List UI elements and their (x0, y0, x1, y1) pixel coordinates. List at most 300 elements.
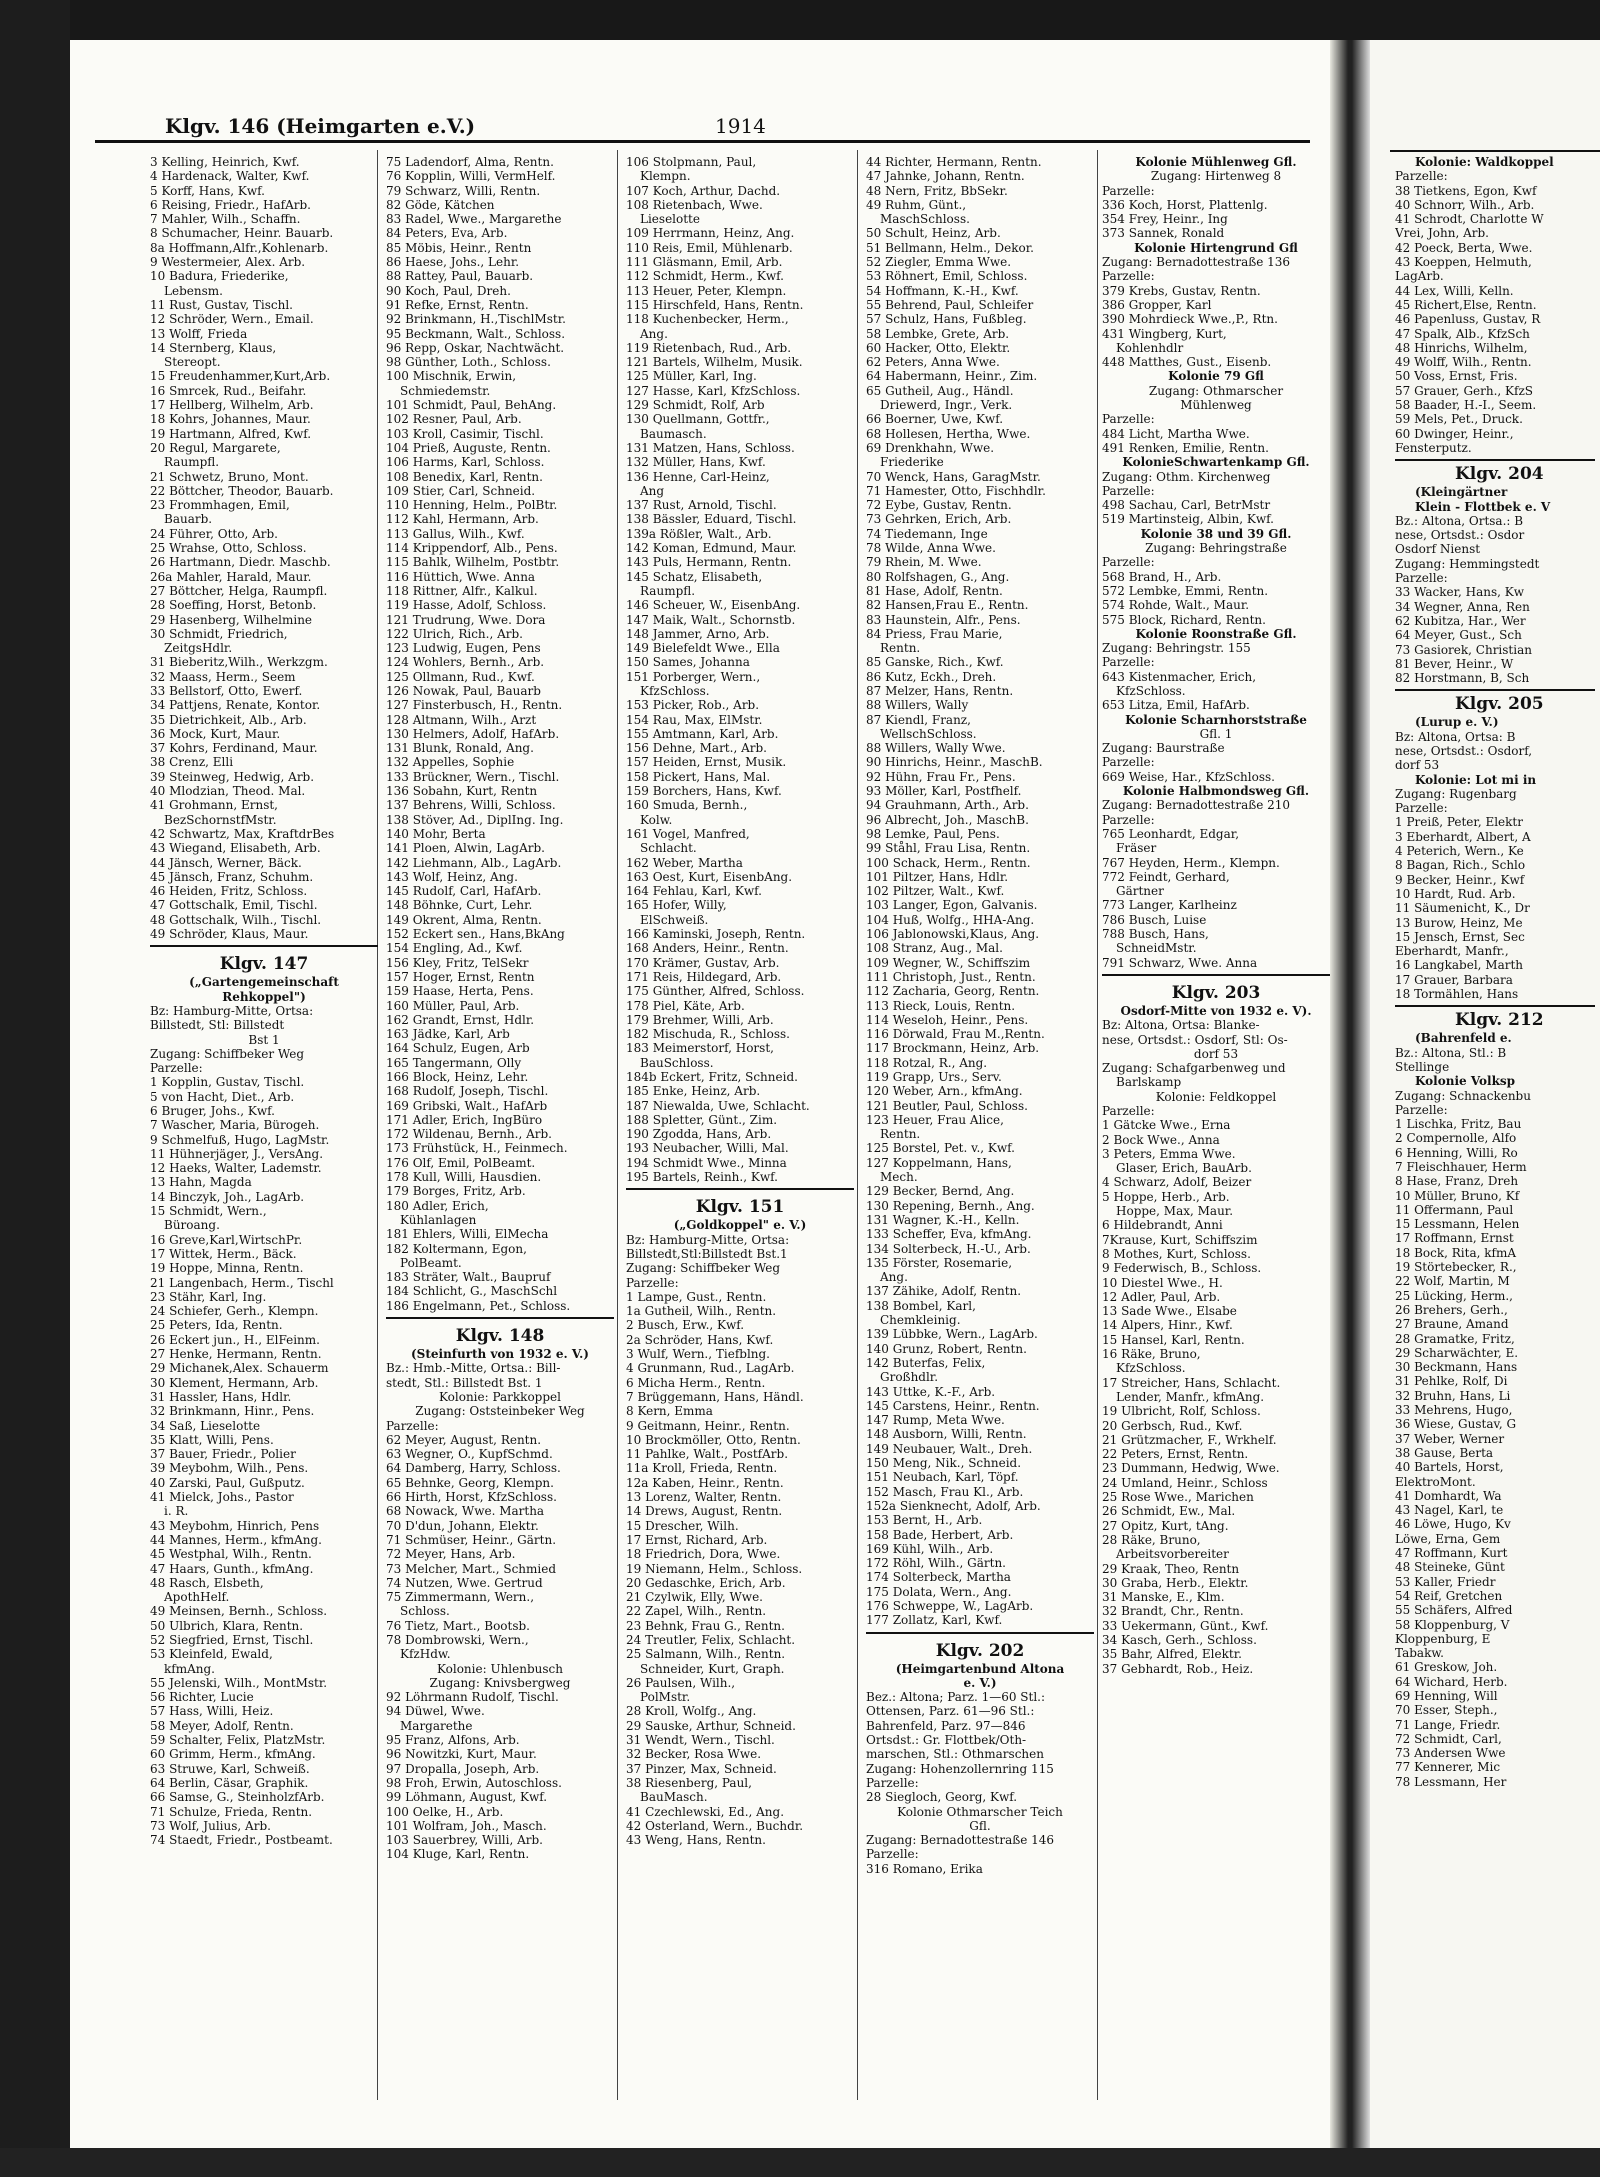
directory-entry: 33 Mehrens, Hugo, (1395, 1403, 1513, 1418)
section-heading: (Bahrenfeld e. (1415, 1031, 1512, 1046)
directory-entry: 53 Kaller, Friedr (1395, 1574, 1496, 1589)
directory-entry: 124 Wohlers, Bernh., Arb. (386, 655, 545, 670)
directory-entry: 27 Braune, Amand (1395, 1317, 1509, 1332)
directory-entry: Parzelle: (1395, 169, 1448, 184)
directory-entry: 788 Busch, Hans, (1102, 927, 1209, 942)
directory-entry: Driewerd, Ingr., Verk. (880, 398, 1013, 413)
directory-entry: 169 Gribski, Walt., HafArb (386, 1098, 548, 1113)
directory-entry: 55 Jelenski, Wilh., MontMstr. (150, 1675, 328, 1690)
directory-entry: 113 Gallus, Wilh., Kwf. (386, 526, 525, 541)
directory-entry: 148 Jammer, Arno, Arb. (626, 626, 770, 641)
directory-entry: 30 Klement, Hermann, Arb. (150, 1375, 319, 1390)
directory-entry: 37 Bauer, Friedr., Polier (150, 1447, 296, 1462)
directory-entry: 58 Baader, H.-I., Seem. (1395, 398, 1537, 413)
directory-entry: 19 Störtebecker, R., (1395, 1260, 1517, 1275)
directory-entry: 162 Weber, Martha (626, 855, 743, 870)
directory-entry: 65 Gutheil, Aug., Händl. (866, 383, 1014, 398)
directory-entry: 12a Kaben, Heinr., Rentn. (626, 1475, 784, 1490)
directory-entry: 140 Grunz, Robert, Rentn. (866, 1341, 1027, 1356)
directory-entry: 59 Mels, Pet., Druck. (1395, 412, 1523, 427)
directory-entry: 11 Rust, Gustav, Tischl. (150, 297, 293, 312)
section-rule (866, 1632, 1094, 1634)
section-rule (626, 1188, 854, 1190)
directory-entry: 145 Rudolf, Carl, HafArb. (386, 884, 542, 899)
directory-entry: 6 Bruger, Johs., Kwf. (150, 1104, 275, 1118)
directory-entry: 45 Richert,Else, Rentn. (1395, 297, 1537, 312)
directory-entry: 6 Hildebrandt, Anni (1102, 1218, 1223, 1233)
directory-entry: 64 Wichard, Herb. (1395, 1674, 1508, 1689)
directory-entry: Raumpfl. (640, 583, 696, 598)
directory-entry: 10 Diestel Wwe., H. (1102, 1275, 1223, 1290)
directory-entry: 133 Scheffer, Eva, kfmAng. (866, 1227, 1032, 1242)
directory-entry: 73 Wolf, Julius, Arb. (150, 1818, 271, 1833)
directory-entry: Parzelle: (1395, 571, 1448, 586)
directory-entry: Baumasch. (640, 426, 707, 441)
directory-entry: 118 Kuchenbecker, Herm., (626, 312, 789, 327)
directory-entry: 103 Sauerbrey, Willi, Arb. (386, 1833, 543, 1848)
directory-entry: 16 Räke, Bruno, (1102, 1347, 1201, 1362)
directory-entry: 41 Schrodt, Charlotte W (1395, 212, 1544, 227)
directory-entry: 12 Schröder, Wern., Email. (150, 312, 314, 327)
directory-entry: 76 Kopplin, Willi, VermHelf. (386, 169, 556, 184)
directory-entry: 114 Weseloh, Heinr., Pens. (866, 1012, 1029, 1027)
directory-entry: 62 Meyer, August, Rentn. (386, 1432, 542, 1447)
section-heading: Kolonie Halbmondsweg Gfl. (1122, 784, 1310, 799)
directory-entry: 64 Berlin, Cäsar, Graphik. (150, 1775, 309, 1790)
directory-entry: 66 Hirth, Horst, KfzSchloss. (386, 1490, 557, 1505)
directory-entry: 16 Langkabel, Marth (1395, 958, 1524, 973)
directory-entry: 110 Henning, Helm., PolBtr. (386, 498, 558, 513)
directory-entry: 13 Wolff, Frieda (150, 326, 248, 341)
directory-entry: 669 Weise, Har., KfzSchloss. (1102, 769, 1275, 784)
directory-entry: 773 Langer, Karlheinz (1102, 898, 1237, 913)
directory-entry: Zugang: Behringstr. 155 (1102, 641, 1251, 656)
directory-entry: 112 Kahl, Hermann, Arb. (386, 512, 539, 527)
scan-border-bottom (0, 2148, 1600, 2177)
directory-entry: 122 Ulrich, Rich., Arb. (386, 626, 523, 641)
directory-entry: ElektroMont. (1395, 1474, 1476, 1489)
column-divider (617, 150, 618, 2100)
directory-entry: 33 Uekermann, Günt., Kwf. (1102, 1618, 1269, 1633)
directory-entry: 99 Ståhl, Frau Lisa, Rentn. (866, 841, 1031, 856)
directory-entry: 78 Lessmann, Her (1395, 1774, 1507, 1789)
directory-entry: 17 Grauer, Barbara (1395, 972, 1513, 987)
directory-entry: Zugang: Rugenbarg (1395, 786, 1517, 801)
directory-entry: Zugang: Hemmingstedt (1395, 556, 1540, 571)
directory-entry: Schlacht. (640, 841, 697, 856)
directory-entry: 66 Boerner, Uwe, Kwf. (866, 412, 1004, 427)
directory-entry: 188 Spletter, Günt., Zim. (626, 1112, 778, 1127)
directory-entry: 158 Bade, Herbert, Arb. (866, 1527, 1014, 1542)
directory-entry: 88 Willers, Wally Wwe. (866, 741, 1006, 756)
directory-entry: 36 Mock, Kurt, Maur. (150, 726, 281, 741)
directory-entry: 157 Heiden, Ernst, Musik. (626, 755, 787, 770)
directory-entry: 159 Borchers, Hans, Kwf. (626, 784, 782, 799)
directory-entry: 156 Dehne, Mart., Arb. (626, 741, 767, 756)
directory-entry: 50 Schult, Heinz, Arb. (866, 226, 1001, 241)
directory-entry: 58 Lembke, Grete, Arb. (866, 326, 1010, 341)
directory-entry: 47 Jahnke, Johann, Rentn. (866, 169, 1025, 184)
directory-entry: Parzelle: (1395, 801, 1448, 816)
directory-entry: 100 Schack, Herm., Rentn. (866, 855, 1031, 870)
directory-entry: 37 Gebhardt, Rob., Heiz. (1102, 1661, 1254, 1676)
directory-entry: 164 Schulz, Eugen, Arb (386, 1041, 530, 1056)
directory-entry: Zugang: Schiffbeker Weg (150, 1046, 305, 1061)
directory-entry: Zugang: Schnackenbu (1395, 1088, 1531, 1103)
section-heading: Kolonie 79 Gfl (1168, 369, 1264, 384)
directory-entry: 41 Domhardt, Wa (1395, 1488, 1502, 1503)
directory-entry: 59 Schalter, Felix, PlatzMstr. (150, 1733, 326, 1748)
directory-entry: 22 Böttcher, Theodor, Bauarb. (150, 483, 334, 498)
directory-entry: Zugang: Hohenzollernring 115 (866, 1761, 1054, 1776)
directory-entry: 68 Hollesen, Hertha, Wwe. (866, 426, 1031, 441)
directory-entry: 5 Hoppe, Herb., Arb. (1102, 1189, 1230, 1204)
section-heading: Kolonie: Waldkoppel (1415, 155, 1554, 169)
directory-entry: 28 Siegloch, Georg, Kwf. (866, 1790, 1018, 1805)
directory-entry: 147 Maik, Walt., Schornstb. (626, 612, 796, 627)
directory-entry: 131 Matzen, Hans, Schloss. (626, 440, 795, 455)
directory-entry: 27 Böttcher, Helga, Raumpfl. (150, 583, 328, 598)
directory-entry: 92 Brinkmann, H.,TischlMstr. (386, 312, 566, 327)
directory-entry: 117 Brockmann, Heinz, Arb. (866, 1041, 1040, 1056)
directory-entry: SchneidMstr. (1116, 941, 1197, 956)
directory-entry: 32 Becker, Rosa Wwe. (626, 1747, 762, 1762)
directory-entry: 7 Mahler, Wilh., Schaffn. (150, 212, 301, 227)
directory-entry: 44 Mannes, Herm., kfmAng. (150, 1532, 322, 1547)
directory-entry: 116 Dörwald, Frau M.,Rentn. (866, 1027, 1045, 1042)
directory-entry: 152 Eckert sen., Hans,BkAng (386, 927, 565, 942)
directory-entry: Bz: Hamburg-Mitte, Ortsa: (150, 1003, 314, 1018)
directory-entry: 37 Pinzer, Max, Schneid. (626, 1761, 777, 1776)
directory-entry: 47 Haars, Gunth., kfmAng. (150, 1561, 314, 1576)
directory-entry: 336 Koch, Horst, Plattenlg. (1102, 197, 1268, 212)
directory-entry: 32 Brinkmann, Hinr., Pens. (150, 1404, 315, 1419)
directory-entry: 153 Picker, Rob., Arb. (626, 698, 760, 713)
directory-entry: 50 Ulbrich, Klara, Rentn. (150, 1618, 304, 1633)
section-subheading: Kolonie: Uhlenbusch (437, 1661, 563, 1676)
scan-border-top (0, 0, 1600, 40)
directory-entry: 96 Albrecht, Joh., MaschB. (866, 812, 1029, 827)
directory-entry: 55 Behrend, Paul, Schleifer (866, 297, 1034, 312)
directory-entry: Friederike (880, 455, 944, 470)
directory-entry: Schmiedemstr. (400, 383, 491, 398)
directory-entry: 131 Wagner, K.-H., Kelln. (866, 1212, 1020, 1227)
directory-entry: 78 Wilde, Anna Wwe. (866, 541, 996, 556)
directory-entry: Zugang: Bernadottestraße 136 (1102, 255, 1291, 270)
directory-entry: 316 Romano, Erika (866, 1861, 983, 1876)
section-subheading: Gfl. 1 (1199, 726, 1233, 741)
directory-entry: Billstedt,Stl:Billstedt Bst.1 (626, 1246, 788, 1261)
directory-entry: Stereopt. (164, 355, 221, 370)
directory-entry: 48 Nern, Fritz, BbSekr. (866, 183, 1008, 198)
directory-entry: 165 Hofer, Willy, (626, 898, 727, 913)
directory-entry: 99 Löhmann, August, Kwf. (386, 1790, 548, 1805)
directory-entry: 137 Behrens, Willi, Schloss. (386, 798, 556, 813)
directory-entry: 143 Puls, Hermann, Rentn. (626, 555, 792, 570)
directory-entry: 7 Wascher, Maria, Bürogeh. (150, 1118, 320, 1133)
directory-entry: i. R. (164, 1504, 189, 1519)
directory-entry: 57 Hass, Willi, Heiz. (150, 1704, 274, 1719)
directory-entry: 193 Neubacher, Willi, Mal. (626, 1141, 789, 1156)
directory-entry: 153 Bernt, H., Arb. (866, 1513, 983, 1528)
directory-entry: 195 Bartels, Reinh., Kwf. (626, 1170, 778, 1185)
directory-entry: 101 Wolfram, Joh., Masch. (386, 1818, 547, 1833)
directory-entry: Ottensen, Parz. 61—96 Stl.: (866, 1704, 1035, 1719)
section-heading: Kolonie 38 und 39 Gfl. (1140, 526, 1292, 541)
directory-entry: 13 Lorenz, Walter, Rentn. (626, 1490, 782, 1505)
directory-entry: 168 Anders, Heinr., Rentn. (626, 941, 789, 956)
directory-entry: Bz.: Altona, Ortsa.: B (1395, 513, 1524, 528)
directory-entry: 81 Bever, Heinr., W (1395, 656, 1514, 671)
directory-entry: nese, Ortsdst.: Osdorf, Stl: Os- (1102, 1032, 1288, 1047)
directory-entry: 379 Krebs, Gustav, Rentn. (1102, 283, 1261, 298)
directory-entry: 23 Frommhagen, Emil, (150, 498, 290, 513)
directory-entry: Zugang: Bernadottestraße 146 (866, 1833, 1055, 1848)
directory-entry: 184b Eckert, Fritz, Schneid. (626, 1070, 798, 1084)
directory-entry: 140 Mohr, Berta (386, 826, 486, 841)
directory-entry: 574 Rohde, Walt., Maur. (1102, 598, 1250, 613)
directory-entry: 179 Borges, Fritz, Arb. (386, 1184, 526, 1199)
directory-entry: 92 Löhrmann Rudolf, Tischl. (386, 1690, 559, 1705)
directory-entry: 39 Meybohm, Wilh., Pens. (150, 1461, 309, 1476)
running-head: Klgv. 146 (Heimgarten e.V.) (165, 114, 476, 138)
directory-entry: 110 Reis, Emil, Mühlenarb. (626, 240, 793, 255)
directory-entry: Parzelle: (1395, 1102, 1448, 1117)
directory-entry: Fräser (1116, 841, 1157, 856)
directory-entry: 18 Kohrs, Johannes, Maur. (150, 412, 311, 427)
directory-entry: Ang. (880, 1270, 908, 1285)
directory-entry: 30 Beckmann, Hans (1395, 1360, 1518, 1375)
directory-entry: 168 Rudolf, Joseph, Tischl. (386, 1084, 549, 1099)
directory-entry: 44 Richter, Hermann, Rentn. (866, 155, 1042, 169)
directory-entry: Parzelle: (1102, 755, 1155, 770)
directory-entry: 26a Mahler, Harald, Maur. (150, 569, 312, 584)
directory-entry: Parzelle: (1102, 655, 1155, 670)
directory-entry: 125 Müller, Karl, Ing. (626, 369, 757, 384)
directory-entry: 29 Scharwächter, E. (1395, 1345, 1519, 1360)
directory-entry: 1 Gätcke Wwe., Erna (1102, 1118, 1231, 1133)
directory-entry: Löwe, Erna, Gem (1395, 1531, 1501, 1546)
directory-entry: 138 Bässler, Eduard, Tischl. (626, 512, 797, 527)
directory-entry: 72 Eybe, Gustav, Rentn. (866, 498, 1012, 513)
directory-entry: 96 Nowitzki, Kurt, Maur. (386, 1747, 537, 1762)
directory-entry: 9 Federwisch, B., Schloss. (1102, 1261, 1262, 1276)
directory-entry: 5 von Hacht, Diet., Arb. (150, 1089, 295, 1104)
directory-entry: Stellinge (1395, 1059, 1450, 1074)
directory-entry: 25 Salmann, Wilh., Rentn. (626, 1647, 786, 1662)
directory-entry: 143 Uttke, K.-F., Arb. (866, 1384, 996, 1399)
directory-entry: 121 Beutler, Paul, Schloss. (866, 1098, 1028, 1113)
section-subheading: Zugang: Knivsbergweg (429, 1675, 571, 1690)
directory-entry: 61 Greskow, Joh. (1395, 1660, 1498, 1675)
directory-entry: 171 Reis, Hildegard, Arb. (626, 969, 782, 984)
directory-entry: 148 Böhnke, Curt, Lehr. (386, 898, 533, 913)
column-5 (1102, 155, 1330, 1676)
directory-entry: 95 Beckmann, Walt., Schloss. (386, 326, 566, 341)
section-subheading: Zugang: Hirtenweg 8 (1150, 169, 1282, 184)
directory-entry: 131 Blunk, Ronald, Ang. (386, 741, 534, 756)
directory-entry: 174 Solterbeck, Martha (866, 1570, 1011, 1585)
directory-entry: 765 Leonhardt, Edgar, (1102, 826, 1240, 841)
directory-entry: 137 Rust, Arnold, Tischl. (626, 498, 777, 513)
directory-entry: 36 Wiese, Gustav, G (1395, 1417, 1517, 1432)
directory-entry: Osdorf Nienst (1395, 542, 1481, 557)
directory-entry: 15 Freudenhammer,Kurt,Arb. (150, 369, 331, 384)
directory-entry: 13 Sade Wwe., Elsabe (1102, 1304, 1237, 1319)
section-rule (150, 945, 378, 947)
directory-entry: 18 Bock, Rita, kfmA (1395, 1245, 1516, 1260)
directory-entry: Rentn. (880, 1127, 921, 1142)
directory-entry: 109 Herrmann, Heinz, Ang. (626, 226, 795, 241)
directory-entry: 182 Koltermann, Egon, (386, 1241, 527, 1256)
directory-entry: Mech. (880, 1170, 918, 1185)
directory-entry: Lender, Manfr., kfmAng. (1116, 1389, 1265, 1404)
directory-entry: Fensterputz. (1395, 440, 1472, 455)
directory-entry: 147 Rump, Meta Wwe. (866, 1413, 1005, 1428)
directory-entry: 149 Bielefeldt Wwe., Ella (626, 641, 780, 656)
section-subheading: Zugang: Oststeinbeker Weg (415, 1404, 585, 1419)
directory-entry: 121 Trudrung, Wwe. Dora (386, 612, 546, 627)
directory-entry: 74 Nutzen, Wwe. Gertrud (386, 1575, 543, 1590)
directory-entry: Ang (640, 483, 665, 498)
directory-entry: Zugang: Schafgarbenweg und (1102, 1061, 1286, 1076)
directory-entry: Schloss. (400, 1604, 450, 1619)
directory-entry: marschen, Stl.: Othmarschen (866, 1747, 1044, 1762)
directory-entry: Barlskamp (1116, 1075, 1182, 1090)
section-heading: Osdorf-Mitte von 1932 e. V). (1120, 1003, 1312, 1018)
section-subheading: Zugang: Behringstraße (1145, 541, 1287, 556)
directory-entry: 26 Schmidt, Ew., Mal. (1102, 1504, 1236, 1519)
directory-entry: 48 Rasch, Elsbeth, (150, 1575, 264, 1590)
directory-entry: 74 Tiedemann, Inge (866, 526, 988, 541)
directory-entry: 85 Ganske, Rich., Kwf. (866, 655, 1004, 670)
column-divider (1097, 150, 1098, 2100)
directory-entry: 568 Brand, H., Arb. (1102, 569, 1222, 584)
directory-entry: Arbeitsvorbereiter (1116, 1547, 1229, 1562)
directory-entry: Bz.: Hmb.-Mitte, Ortsa.: Bill- (386, 1361, 561, 1376)
directory-entry: 2 Busch, Erw., Kwf. (626, 1318, 745, 1333)
directory-entry: 49 Wolff, Wilh., Rentn. (1395, 355, 1532, 370)
directory-entry: 95 Franz, Alfons, Arb. (386, 1733, 520, 1748)
directory-entry: 30 Graba, Herb., Elektr. (1102, 1575, 1249, 1590)
directory-entry: 19 Hoppe, Minna, Rentn. (150, 1261, 304, 1276)
directory-entry: 103 Langer, Egon, Galvanis. (866, 898, 1038, 913)
directory-entry: KfzSchloss. (640, 683, 710, 698)
directory-entry: 90 Hinrichs, Heinr., MaschB. (866, 755, 1043, 770)
section-heading: (Kleingärtner (1415, 485, 1508, 500)
directory-entry: 160 Müller, Paul, Arb. (386, 998, 520, 1013)
directory-entry: 38 Tietkens, Egon, Kwf (1395, 183, 1537, 198)
directory-entry: 149 Neubauer, Walt., Dreh. (866, 1441, 1033, 1456)
directory-entry: 26 Brehers, Gerh., (1395, 1302, 1508, 1317)
directory-entry: 98 Froh, Erwin, Autoschloss. (386, 1775, 562, 1790)
section-subheading: Kolonie: Parkkoppel (439, 1389, 561, 1404)
directory-entry: 86 Haese, Johs., Lehr. (386, 255, 520, 270)
directory-entry: 17 Roffmann, Ernst (1395, 1231, 1514, 1246)
directory-entry: 40 Zarski, Paul, Gußputz. (150, 1475, 305, 1490)
directory-entry: 12 Haeks, Walter, Lademstr. (150, 1161, 322, 1176)
directory-entry: 183 Sträter, Walt., Baupruf (386, 1270, 551, 1285)
directory-entry: 76 Tietz, Mart., Bootsb. (386, 1618, 530, 1633)
directory-entry: 42 Osterland, Wern., Buchdr. (626, 1818, 804, 1833)
directory-entry: 123 Heuer, Frau Alice, (866, 1112, 1004, 1127)
section-heading: (Steinfurth von 1932 e. V.) (411, 1347, 589, 1362)
directory-entry: 42 Poeck, Berta, Wwe. (1395, 240, 1533, 255)
directory-entry: 97 Dropalla, Joseph, Arb. (386, 1761, 540, 1776)
directory-entry: Billstedt, Stl: Billstedt (150, 1018, 285, 1033)
directory-entry: 127 Finsterbusch, H., Rentn. (386, 698, 563, 713)
directory-entry: 33 Wacker, Hans, Kw (1395, 585, 1525, 600)
directory-entry: 175 Dolata, Wern., Ang. (866, 1584, 1012, 1599)
directory-entry: 772 Feindt, Gerhard, (1102, 869, 1230, 884)
directory-entry: 52 Ziegler, Emma Wwe. (866, 255, 1012, 270)
directory-entry: 138 Stöver, Ad., DiplIng. Ing. (386, 812, 564, 827)
directory-entry: 68 Nowack, Wwe. Martha (386, 1504, 545, 1519)
directory-entry: 15 Hansel, Karl, Rentn. (1102, 1332, 1245, 1347)
directory-entry: 107 Koch, Arthur, Dachd. (626, 183, 781, 198)
directory-entry: 112 Schmidt, Herm., Kwf. (626, 269, 784, 284)
directory-entry: 43 Koeppen, Helmuth, (1395, 255, 1532, 270)
directory-entry: 60 Dwinger, Heinr., (1395, 426, 1514, 441)
directory-entry: 20 Gerbsch, Rud., Kwf. (1102, 1418, 1243, 1433)
directory-entry: 5 Korff, Hans, Kwf. (150, 183, 265, 198)
directory-entry: 43 Meybohm, Hinrich, Pens (150, 1518, 320, 1533)
directory-entry: 176 Olf, Emil, PolBeamt. (386, 1155, 536, 1170)
directory-entry: 44 Lex, Willi, Kelln. (1395, 283, 1514, 298)
directory-entry: 141 Ploen, Alwin, LagArb. (386, 841, 545, 856)
directory-entry: 120 Weber, Arn., kfmAng. (866, 1084, 1023, 1099)
directory-entry: BauSchloss. (640, 1055, 714, 1070)
directory-entry: 165 Tangermann, Olly (386, 1055, 522, 1070)
association-title: Klgv. 204 (1455, 464, 1544, 485)
directory-entry: 109 Wegner, W., Schiffszim (866, 955, 1031, 970)
directory-entry: 386 Gropper, Karl (1102, 297, 1212, 312)
directory-entry: 64 Meyer, Gust., Sch (1395, 628, 1522, 643)
directory-entry: 17 Hellberg, Wilhelm, Arb. (150, 398, 314, 413)
directory-entry: 31 Bieberitz,Wilh., Werkzgm. (150, 655, 328, 670)
directory-entry: 49 Ruhm, Günt., (866, 197, 967, 212)
directory-entry: 9 Geitmann, Heinr., Rentn. (626, 1418, 790, 1433)
directory-entry: 130 Quellmann, Gottfr., (626, 412, 770, 427)
directory-entry: 90 Koch, Paul, Dreh. (386, 283, 511, 298)
directory-entry: 14 Alpers, Hinr., Kwf. (1102, 1318, 1233, 1333)
directory-entry: 101 Piltzer, Hans, Hdlr. (866, 869, 1009, 884)
directory-entry: Zugang: Baurstraße (1102, 741, 1225, 756)
directory-entry: 3 Peters, Emma Wwe. (1102, 1146, 1236, 1161)
directory-entry: 10 Brockmöller, Otto, Rentn. (626, 1432, 801, 1447)
directory-entry: 194 Schmidt Wwe., Minna (626, 1155, 787, 1170)
directory-entry: 28 Soeffing, Horst, Betonb. (150, 598, 317, 613)
directory-entry: 47 Gottschalk, Emil, Tischl. (150, 898, 318, 913)
directory-entry: 28 Kroll, Wolfg., Ang. (626, 1704, 757, 1719)
directory-entry: 34 Pattjens, Renate, Kontor. (150, 698, 321, 713)
directory-entry: 44 Jänsch, Werner, Bäck. (150, 855, 302, 870)
directory-entry: Klempn. (640, 169, 691, 184)
directory-entry: 125 Ollmann, Rud., Kwf. (386, 669, 535, 684)
directory-entry: 25 Peters, Ida, Rentn. (150, 1318, 283, 1333)
directory-entry: 11 Säumenicht, K., Dr (1395, 901, 1530, 916)
directory-entry: 8 Kern, Emma (626, 1404, 713, 1419)
column-1 (150, 155, 378, 1847)
directory-entry: 1 Kopplin, Gustav, Tischl. (150, 1075, 305, 1090)
directory-entry: 123 Ludwig, Eugen, Pens (386, 641, 541, 656)
directory-entry: Parzelle: (150, 1061, 203, 1076)
directory-entry: 23 Dummann, Hedwig, Wwe. (1102, 1461, 1280, 1476)
directory-entry: 112 Zacharia, Georg, Rentn. (866, 984, 1040, 999)
directory-entry: 134 Solterbeck, H.-U., Arb. (866, 1241, 1031, 1256)
directory-entry: 448 Matthes, Gust., Eisenb. (1102, 355, 1272, 370)
directory-entry: 139a Rößler, Walt., Arb. (626, 526, 772, 541)
